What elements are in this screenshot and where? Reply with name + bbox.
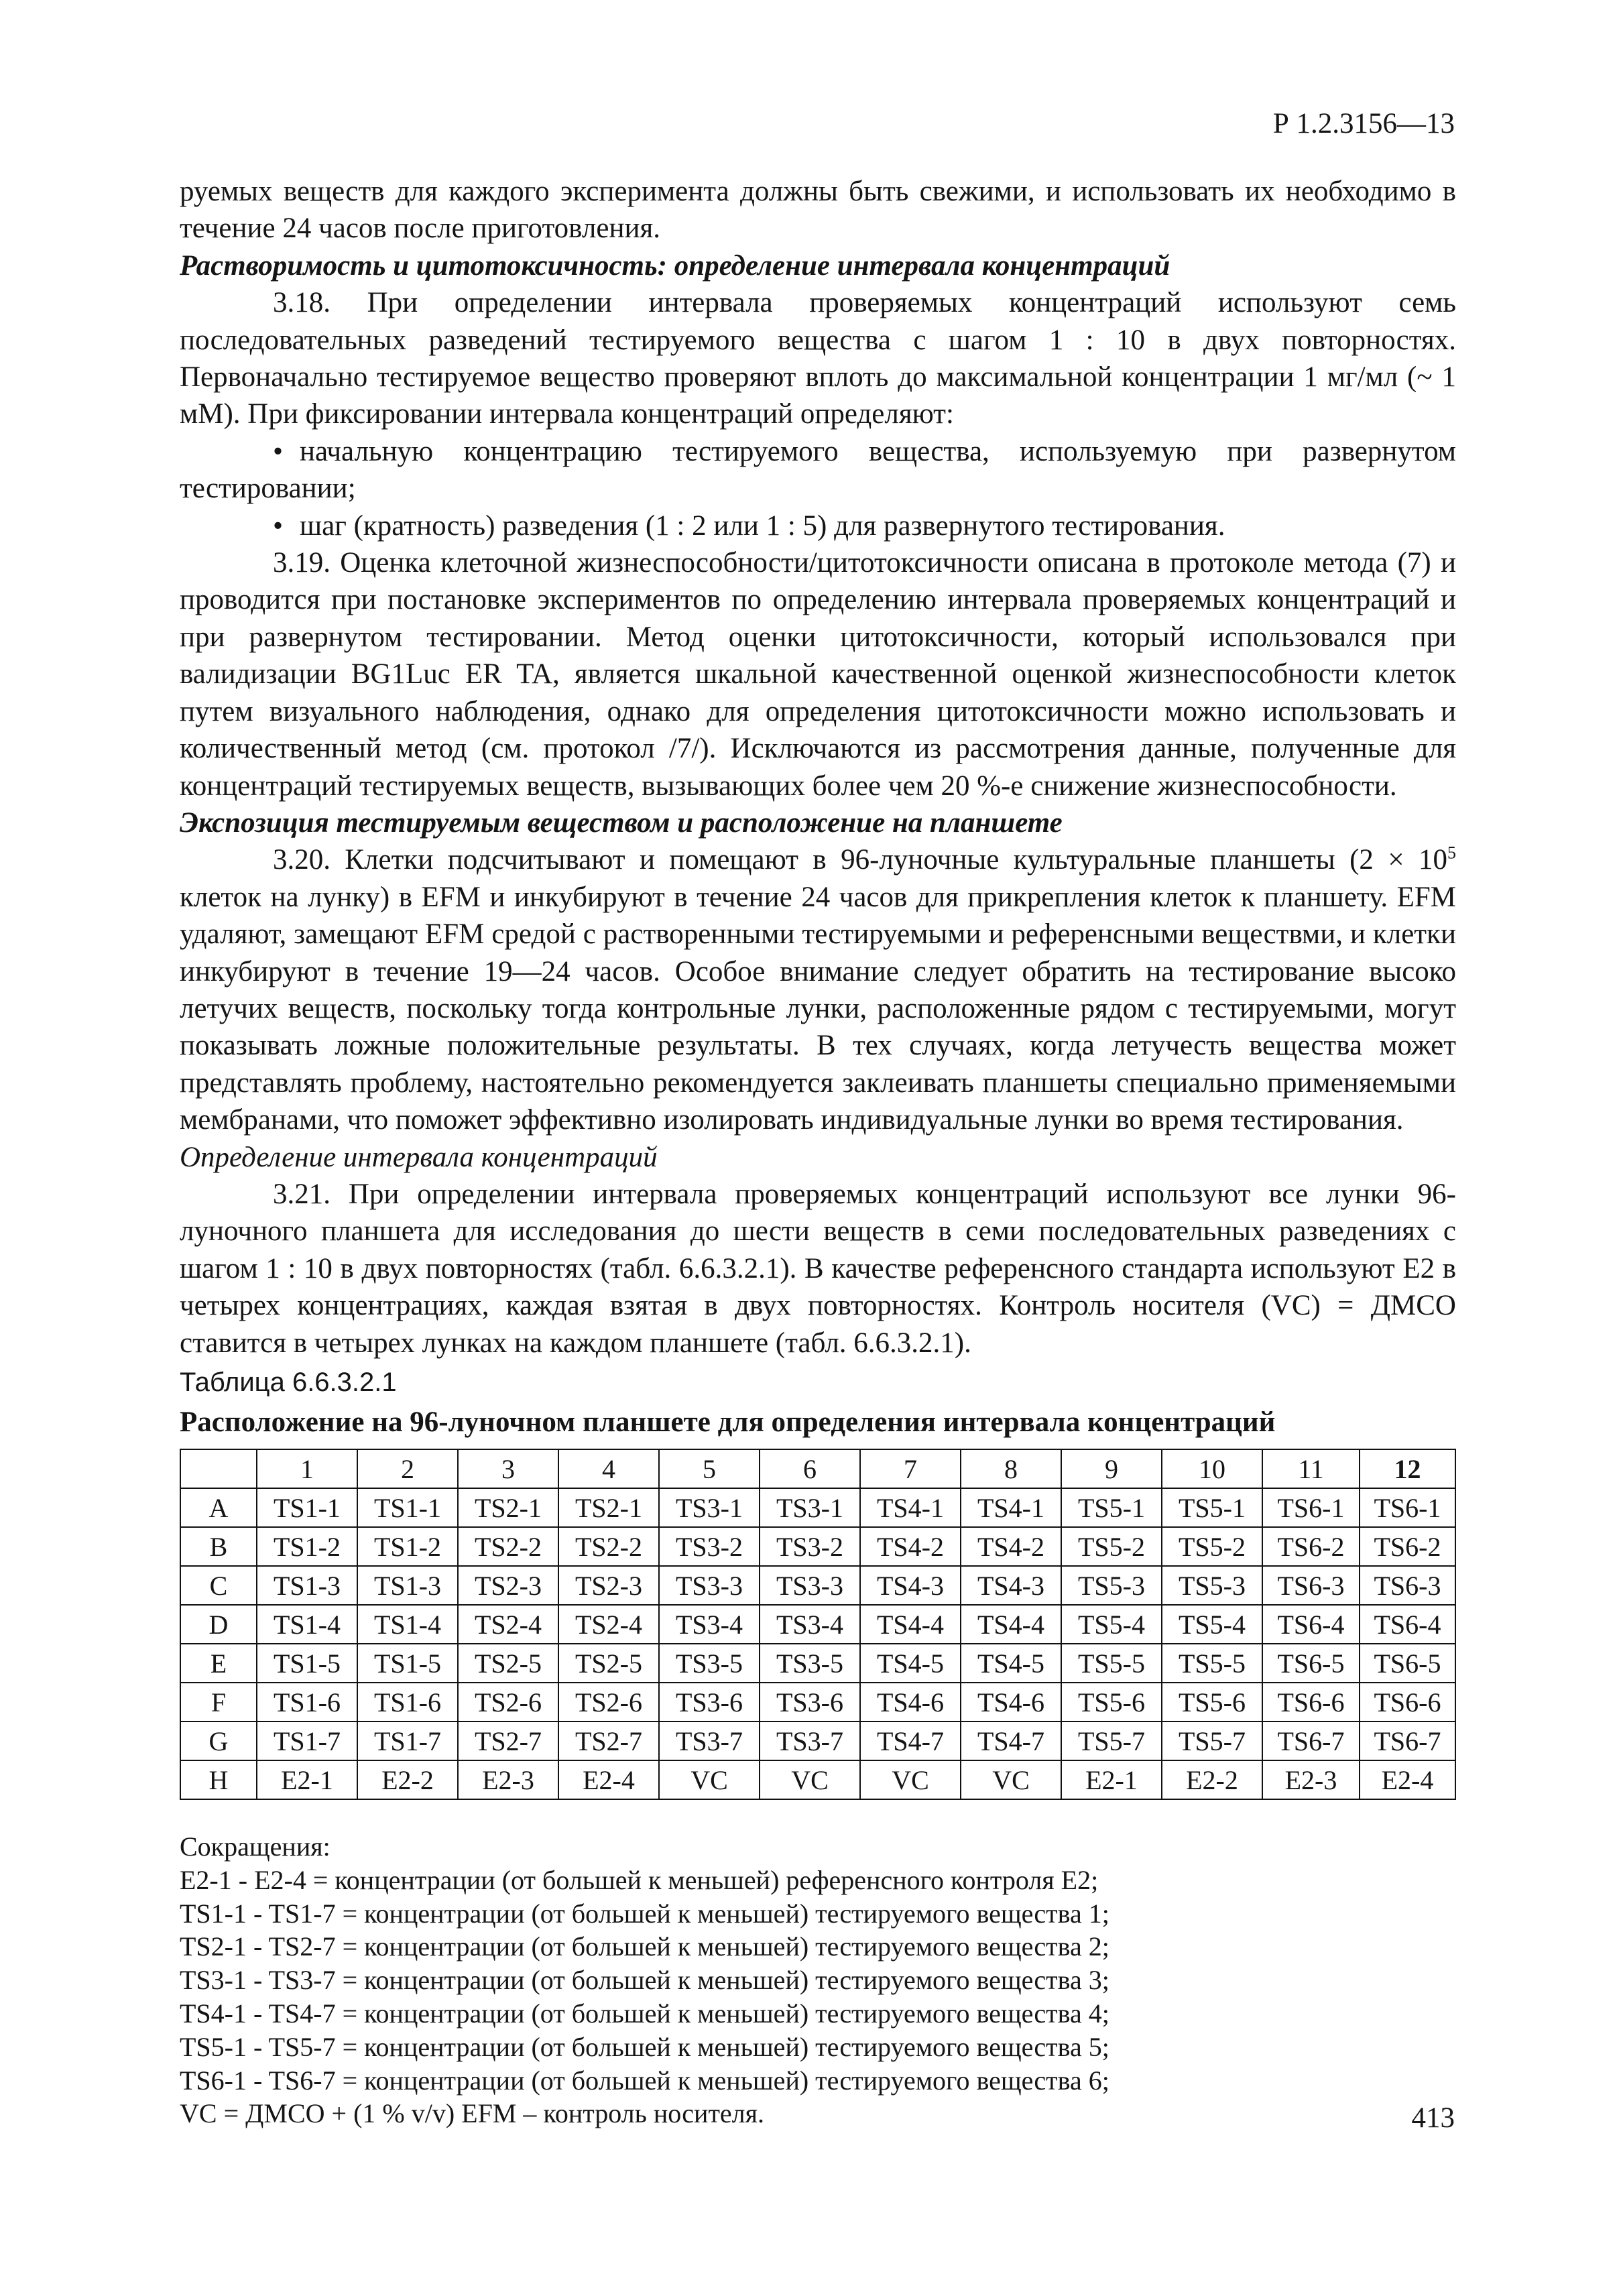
column-header: 7 bbox=[860, 1449, 961, 1488]
well-cell: TS1-2 bbox=[257, 1527, 357, 1566]
abbreviation-item: E2-1 - E2-4 = концентрации (от большей к меньшей) референсного контроля E2; bbox=[180, 1864, 1099, 1895]
table-row bbox=[180, 1760, 1455, 1799]
superscript-exponent: 5 bbox=[1447, 843, 1456, 863]
well-cell: TS5-3 bbox=[1061, 1566, 1162, 1605]
well-cell: TS4-1 bbox=[860, 1488, 961, 1527]
well-cell: TS3-3 bbox=[760, 1566, 860, 1605]
bullet-icon: • bbox=[273, 435, 284, 467]
column-header: 12 bbox=[1360, 1449, 1455, 1488]
well-cell: TS6-6 bbox=[1360, 1683, 1455, 1721]
well-cell: TS4-4 bbox=[961, 1605, 1061, 1644]
body-text bbox=[180, 173, 1456, 1441]
well-cell: TS5-2 bbox=[1162, 1527, 1262, 1566]
row-label: F bbox=[180, 1683, 257, 1721]
well-cell: TS4-1 bbox=[961, 1488, 1061, 1527]
well-cell: TS5-6 bbox=[1061, 1683, 1162, 1721]
well-cell: TS3-2 bbox=[760, 1527, 860, 1566]
well-cell: TS2-5 bbox=[458, 1644, 558, 1683]
well-cell: E2-1 bbox=[1061, 1760, 1162, 1799]
well-cell: TS3-4 bbox=[760, 1605, 860, 1644]
well-cell: TS4-5 bbox=[860, 1644, 961, 1683]
well-cell: TS5-5 bbox=[1061, 1644, 1162, 1683]
table-title: Расположение на 96-луночном планшете для определения интервала концентраций bbox=[180, 1406, 1276, 1439]
table-label: Таблица 6.6.3.2.1 bbox=[180, 1368, 397, 1397]
abbreviation-item: TS4-1 - TS4-7 = концентрации (от большей к меньшей) тестируемого вещества 4; bbox=[180, 1998, 1109, 2029]
well-cell: TS1-7 bbox=[257, 1721, 357, 1760]
heading-solubility: Растворимость и цитотоксичность: определение интервала концентраций bbox=[180, 249, 1170, 282]
well-cell: TS1-1 bbox=[257, 1488, 357, 1527]
well-cell: TS5-2 bbox=[1061, 1527, 1162, 1566]
well-cell: TS1-4 bbox=[357, 1605, 458, 1644]
well-cell: E2-4 bbox=[1360, 1760, 1455, 1799]
row-label: H bbox=[180, 1760, 257, 1799]
well-cell: TS3-7 bbox=[659, 1721, 760, 1760]
column-header: 10 bbox=[1162, 1449, 1262, 1488]
well-cell: TS6-4 bbox=[1360, 1605, 1455, 1644]
well-cell: E2-4 bbox=[558, 1760, 659, 1799]
table-row bbox=[180, 1644, 1455, 1683]
paragraph-3-20-part-b: клеток на лунку) в EFM и инкубируют в течение 24 часов для прикрепления клеток к планшету. EFM удаляют, замещают EFM средой с растворенными тестируемыми и референсными веществми, и клетки инкубируют в течение 19—24 часов. Особое внимание следует обратить на тестирование высоко летучих веществ, поскольку тогда контрольные лунки, расположенные рядом с тестируемыми, могут показывать ложные положительные результаты. В тех случаях, когда летучесть вещества может представлять проблему, настоятельно рекомендуется заклеивать планшеты специально применяемыми мембранами, что поможет эффективно изолировать индивидуальные лунки во время тестирования. bbox=[180, 881, 1456, 1136]
paragraph-3-19: 3.19. Оценка клеточной жизнеспособности/цитотоксичности описана в протоколе метода (7) и проводится при постановке экспериментов по определению интервала проверяемых концентраций и при развернутом тестировании. Метод оценки цитотоксичности, который использовался при валидизации BG1Luc ER TA, является шкальной качественной оценкой жизнеспособности клеток путем визуального наблюдения, однако для определения цитотоксичности можно использовать и количественный метод (см. протокол /7/). Исключаются из рассмотрения данные, полученные для концентраций тестируемых веществ, вызывающих более чем 20 %-е снижение жизнеспособности. bbox=[180, 547, 1456, 802]
well-cell: TS3-2 bbox=[659, 1527, 760, 1566]
well-cell: TS1-6 bbox=[257, 1683, 357, 1721]
well-cell: TS6-5 bbox=[1360, 1644, 1455, 1683]
column-header: 3 bbox=[458, 1449, 558, 1488]
document-code: Р 1.2.3156—13 bbox=[1272, 108, 1455, 139]
well-cell: TS6-1 bbox=[1360, 1488, 1455, 1527]
bullet-item-text: начальную концентрацию тестируемого вещества, используемую при развернутом тестировании; bbox=[180, 435, 1456, 505]
paragraph-3-20 bbox=[180, 841, 1456, 1138]
well-cell: TS2-2 bbox=[458, 1527, 558, 1566]
well-cell: TS2-7 bbox=[458, 1721, 558, 1760]
row-label: G bbox=[180, 1721, 257, 1760]
well-cell: TS5-4 bbox=[1162, 1605, 1262, 1644]
well-cell: TS4-3 bbox=[860, 1566, 961, 1605]
well-cell: TS3-7 bbox=[760, 1721, 860, 1760]
well-cell: TS5-6 bbox=[1162, 1683, 1262, 1721]
abbreviations-section bbox=[180, 1830, 1456, 2130]
column-header: 5 bbox=[659, 1449, 760, 1488]
row-label: D bbox=[180, 1605, 257, 1644]
paragraph-3-18: 3.18. При определении интервала проверяемых концентраций используют семь последовательных разведений тестируемого вещества с шагом 1 : 10 в двух повторностях. Первоначально тестируемое вещество проверяют вплоть до максимальной концентрации 1 мг/мл (~ 1 мМ). При фиксировании интервала концентраций определяют: bbox=[180, 287, 1456, 430]
well-cell: TS1-1 bbox=[357, 1488, 458, 1527]
well-cell: TS6-6 bbox=[1262, 1683, 1360, 1721]
bullet-item-1 bbox=[180, 433, 1456, 507]
bullet-icon: • bbox=[273, 509, 284, 542]
row-label: E bbox=[180, 1644, 257, 1683]
paragraph-3-20-part-a: 3.20. Клетки подсчитывают и помещают в 96-луночные культуральные планшеты (2 × 10 bbox=[273, 844, 1447, 876]
abbreviation-item: TS6-1 - TS6-7 = концентрации (от большей к меньшей) тестируемого вещества 6; bbox=[180, 2065, 1109, 2096]
well-cell: TS2-5 bbox=[558, 1644, 659, 1683]
well-cell: TS3-6 bbox=[760, 1683, 860, 1721]
well-cell: TS6-5 bbox=[1262, 1644, 1360, 1683]
well-cell: TS5-1 bbox=[1061, 1488, 1162, 1527]
table-row bbox=[180, 1683, 1455, 1721]
well-cell: TS4-6 bbox=[860, 1683, 961, 1721]
well-cell: TS1-6 bbox=[357, 1683, 458, 1721]
well-cell: TS2-6 bbox=[458, 1683, 558, 1721]
well-cell: TS5-1 bbox=[1162, 1488, 1262, 1527]
well-cell: VC bbox=[659, 1760, 760, 1799]
table-body bbox=[180, 1488, 1455, 1799]
well-cell: E2-1 bbox=[257, 1760, 357, 1799]
well-cell: TS4-6 bbox=[961, 1683, 1061, 1721]
well-cell: TS6-4 bbox=[1262, 1605, 1360, 1644]
well-cell: TS4-2 bbox=[860, 1527, 961, 1566]
well-cell: TS6-1 bbox=[1262, 1488, 1360, 1527]
row-label: B bbox=[180, 1527, 257, 1566]
abbreviation-item: VC = ДМСО + (1 % v/v) EFM – контроль носителя. bbox=[180, 2098, 765, 2129]
table-row bbox=[180, 1566, 1455, 1605]
well-cell: TS2-3 bbox=[558, 1566, 659, 1605]
well-cell: TS5-7 bbox=[1061, 1721, 1162, 1760]
table-row bbox=[180, 1721, 1455, 1760]
plate-layout-table bbox=[180, 1449, 1456, 1800]
well-cell: VC bbox=[760, 1760, 860, 1799]
heading-interval: Определение интервала концентраций bbox=[180, 1141, 658, 1173]
well-cell: TS4-3 bbox=[961, 1566, 1061, 1605]
well-cell: TS1-4 bbox=[257, 1605, 357, 1644]
well-cell: E2-2 bbox=[1162, 1760, 1262, 1799]
table-row bbox=[180, 1527, 1455, 1566]
well-cell: TS2-1 bbox=[558, 1488, 659, 1527]
table-header-row bbox=[180, 1449, 1455, 1488]
well-cell: TS3-5 bbox=[659, 1644, 760, 1683]
well-cell: TS6-2 bbox=[1262, 1527, 1360, 1566]
well-cell: VC bbox=[961, 1760, 1061, 1799]
well-cell: TS1-3 bbox=[257, 1566, 357, 1605]
well-cell: TS5-7 bbox=[1162, 1721, 1262, 1760]
well-cell: TS3-3 bbox=[659, 1566, 760, 1605]
well-cell: TS2-3 bbox=[458, 1566, 558, 1605]
well-cell: E2-3 bbox=[458, 1760, 558, 1799]
well-cell: TS3-1 bbox=[760, 1488, 860, 1527]
well-cell: TS1-5 bbox=[257, 1644, 357, 1683]
well-cell: TS4-2 bbox=[961, 1527, 1061, 1566]
well-cell: TS2-4 bbox=[458, 1605, 558, 1644]
column-header: 8 bbox=[961, 1449, 1061, 1488]
column-header: 4 bbox=[558, 1449, 659, 1488]
column-header: 11 bbox=[1262, 1449, 1360, 1488]
well-cell: TS2-6 bbox=[558, 1683, 659, 1721]
well-cell: TS2-4 bbox=[558, 1605, 659, 1644]
well-cell: TS3-1 bbox=[659, 1488, 760, 1527]
well-cell: TS1-5 bbox=[357, 1644, 458, 1683]
well-cell: TS2-7 bbox=[558, 1721, 659, 1760]
table-corner-cell bbox=[180, 1449, 257, 1488]
well-cell: TS2-2 bbox=[558, 1527, 659, 1566]
column-header: 6 bbox=[760, 1449, 860, 1488]
row-label: A bbox=[180, 1488, 257, 1527]
row-label: C bbox=[180, 1566, 257, 1605]
abbreviation-item: TS5-1 - TS5-7 = концентрации (от большей к меньшей) тестируемого вещества 5; bbox=[180, 2031, 1109, 2062]
abbreviation-item: TS1-1 - TS1-7 = концентрации (от большей к меньшей) тестируемого вещества 1; bbox=[180, 1898, 1109, 1929]
well-cell: TS6-3 bbox=[1360, 1566, 1455, 1605]
column-header: 2 bbox=[357, 1449, 458, 1488]
well-cell: TS4-4 bbox=[860, 1605, 961, 1644]
bullet-item-2 bbox=[180, 507, 1456, 544]
well-cell: TS6-7 bbox=[1262, 1721, 1360, 1760]
well-cell: TS6-2 bbox=[1360, 1527, 1455, 1566]
well-cell: TS1-2 bbox=[357, 1527, 458, 1566]
well-cell: TS4-5 bbox=[961, 1644, 1061, 1683]
well-cell: VC bbox=[860, 1760, 961, 1799]
well-cell: TS3-5 bbox=[760, 1644, 860, 1683]
page-number: 413 bbox=[1411, 2102, 1455, 2134]
well-cell: TS5-5 bbox=[1162, 1644, 1262, 1683]
well-cell: TS4-7 bbox=[961, 1721, 1061, 1760]
well-cell: TS1-7 bbox=[357, 1721, 458, 1760]
well-cell: E2-3 bbox=[1262, 1760, 1360, 1799]
well-cell: TS3-6 bbox=[659, 1683, 760, 1721]
abbreviations-title: Сокращения: bbox=[180, 1831, 330, 1862]
well-cell: TS1-3 bbox=[357, 1566, 458, 1605]
paragraph-3-21: 3.21. При определении интервала проверяемых концентраций используют все лунки 96-луночного планшета для исследования до шести веществ в семи последовательных разведениях с шагом 1 : 10 в двух повторностях (табл. 6.6.3.2.1). В качестве референсного стандарта используют E2 в четырех концентрациях, каждая взятая в двух повторностях. Контроль носителя (VC) = ДМСО ставится в четырех лунках на каждом планшете (табл. 6.6.3.2.1). bbox=[180, 1178, 1456, 1359]
well-cell: TS5-4 bbox=[1061, 1605, 1162, 1644]
column-header: 9 bbox=[1061, 1449, 1162, 1488]
abbreviation-item: TS3-1 - TS3-7 = концентрации (от большей к меньшей) тестируемого вещества 3; bbox=[180, 1965, 1109, 1996]
abbreviation-item: TS2-1 - TS2-7 = концентрации (от большей к меньшей) тестируемого вещества 2; bbox=[180, 1931, 1109, 1962]
well-cell: TS2-1 bbox=[458, 1488, 558, 1527]
heading-exposure: Экспозиция тестируемым веществом и расположение на планшете bbox=[180, 806, 1063, 839]
well-cell: TS6-3 bbox=[1262, 1566, 1360, 1605]
bullet-item-text: шаг (кратность) разведения (1 : 2 или 1 : 5) для развернутого тестирования. bbox=[300, 509, 1225, 542]
table-row bbox=[180, 1488, 1455, 1527]
well-cell: TS4-7 bbox=[860, 1721, 961, 1760]
table-row bbox=[180, 1605, 1455, 1644]
well-cell: TS5-3 bbox=[1162, 1566, 1262, 1605]
well-cell: TS6-7 bbox=[1360, 1721, 1455, 1760]
well-cell: TS3-4 bbox=[659, 1605, 760, 1644]
column-header: 1 bbox=[257, 1449, 357, 1488]
intro-paragraph: руемых веществ для каждого эксперимента должны быть свежими, и использовать их необходимо в течение 24 часов после приготовления. bbox=[180, 176, 1456, 245]
well-cell: E2-2 bbox=[357, 1760, 458, 1799]
